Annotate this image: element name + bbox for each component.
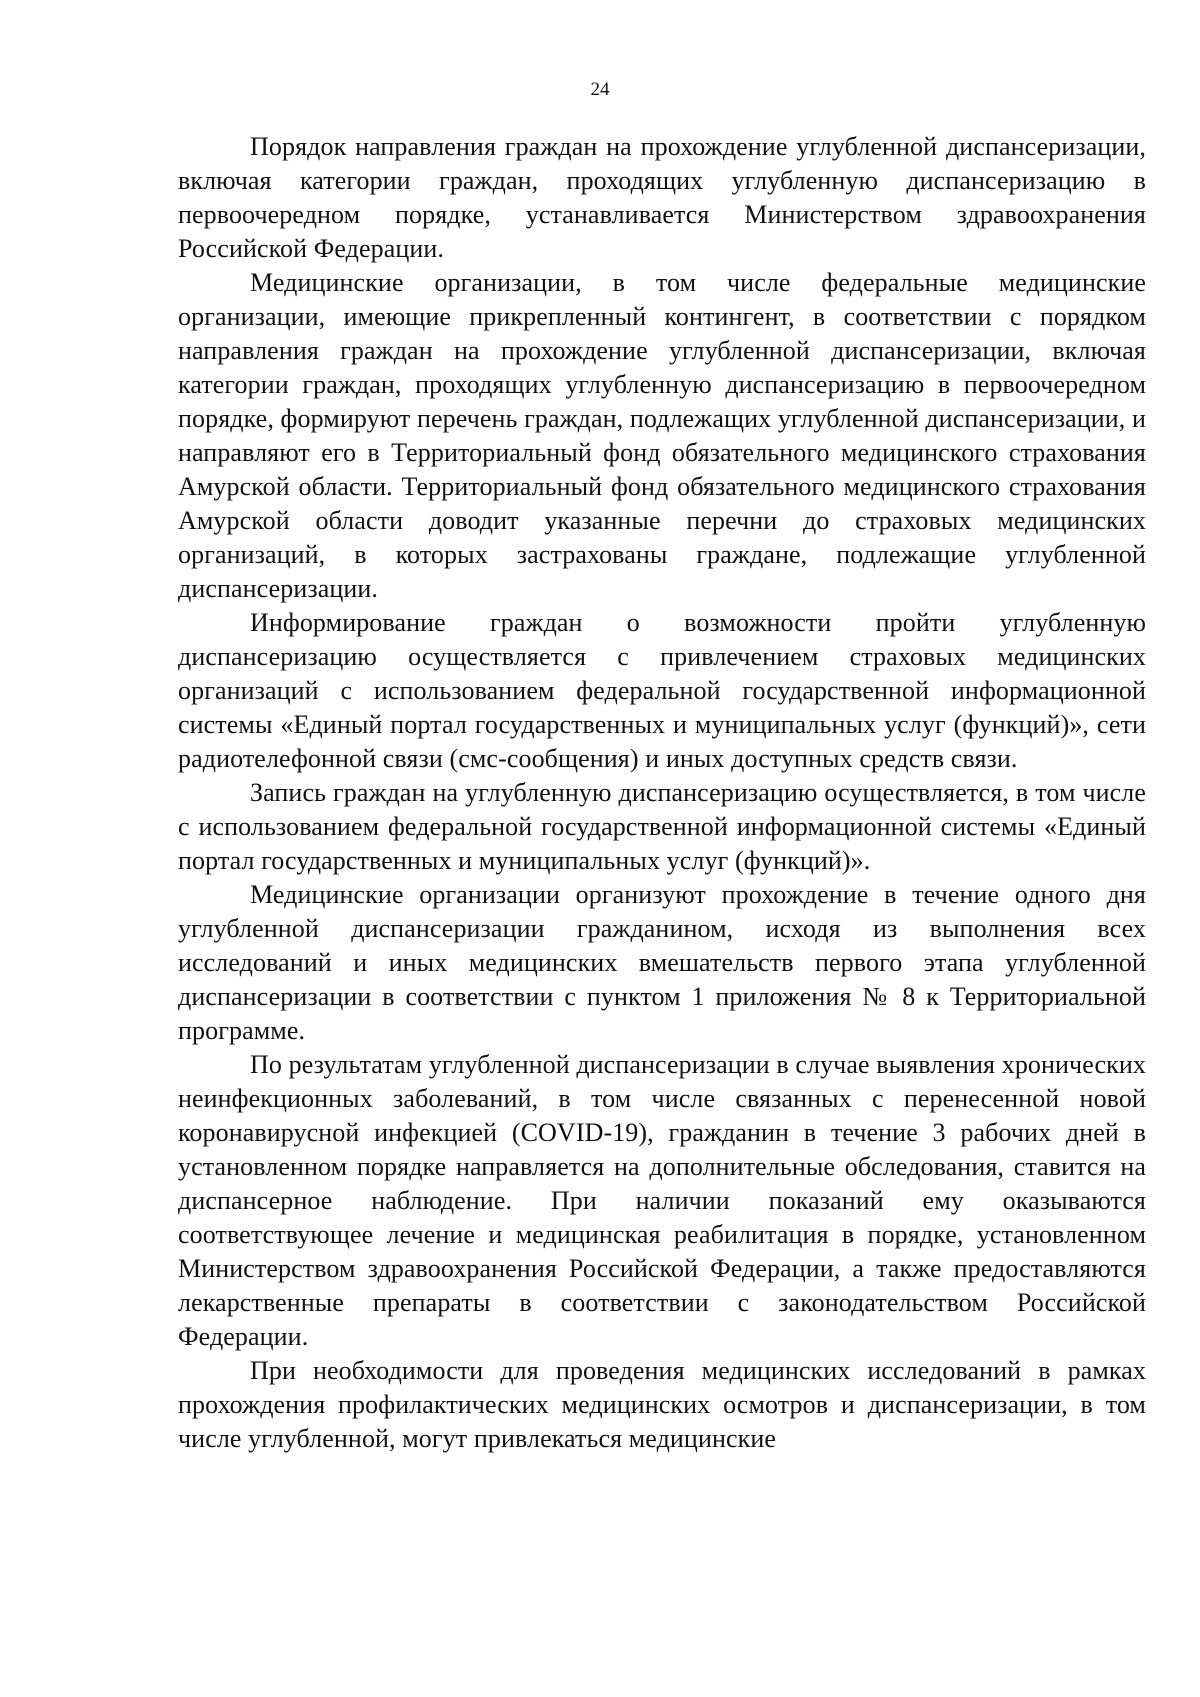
document-body [178,130,1146,1456]
paragraph-3: Информирование граждан о возможности пройти углубленную диспансеризацию осуществляется с привлечением страховых медицинских организаций с использованием федеральной государственной информационной системы «Единый портал государственных и муниципальных услуг (функций)», сети радиотелефонной связи (смс-сообщения) и иных доступных средств связи. [178,608,1146,773]
paragraph-2: Медицинские организации, в том числе федеральные медицинские организации, имеющие прикрепленный контингент, в соответствии с порядком направления граждан на прохождение углубленной диспансеризации, включая категории граждан, проходящих углубленную диспансеризацию в первоочередном порядке, формируют перечень граждан, подлежащих углубленной диспансеризации, и направляют его в Территориальный фонд обязательного медицинского страхования Амурской области. Территориальный фонд обязательного медицинского страхования Амурской области доводит указанные перечни до страховых медицинских организаций, в которых застрахованы граждане, подлежащие углубленной диспансеризации. [178,268,1146,603]
paragraph-5: Медицинские организации организуют прохождение в течение одного дня углубленной диспансеризации гражданином, исходя из выполнения всех исследований и иных медицинских вмешательств первого этапа углубленной диспансеризации в соответствии с пунктом 1 приложения № 8 к Территориальной программе. [178,880,1146,1045]
paragraph-7: При необходимости для проведения медицинских исследований в рамках прохождения профилактических медицинских осмотров и диспансеризации, в том числе углубленной, могут привлекаться медицинские [178,1356,1146,1453]
paragraph-1: Порядок направления граждан на прохождение углубленной диспансеризации, включая категории граждан, проходящих углубленную диспансеризацию в первоочередном порядке, устанавливается Министерством здравоохранения Российской Федерации. [178,132,1146,263]
page-number: 24 [590,79,610,100]
paragraph-6: По результатам углубленной диспансеризации в случае выявления хронических неинфекционных заболеваний, в том числе связанных с перенесенной новой коронавирусной инфекцией (COVID-19), гражданин в течение 3 рабочих дней в установленном порядке направляется на дополнительные обследования, ставится на диспансерное наблюдение. При наличии показаний ему оказываются соответствующее лечение и медицинская реабилитация в порядке, установленном Министерством здравоохранения Российской Федерации, а также предоставляются лекарственные препараты в соответствии с законодательством Российской Федерации. [178,1050,1146,1351]
paragraph-4: Запись граждан на углубленную диспансеризацию осуществляется, в том числе с использованием федеральной государственной информационной системы «Единый портал государственных и муниципальных услуг (функций)». [178,778,1146,875]
